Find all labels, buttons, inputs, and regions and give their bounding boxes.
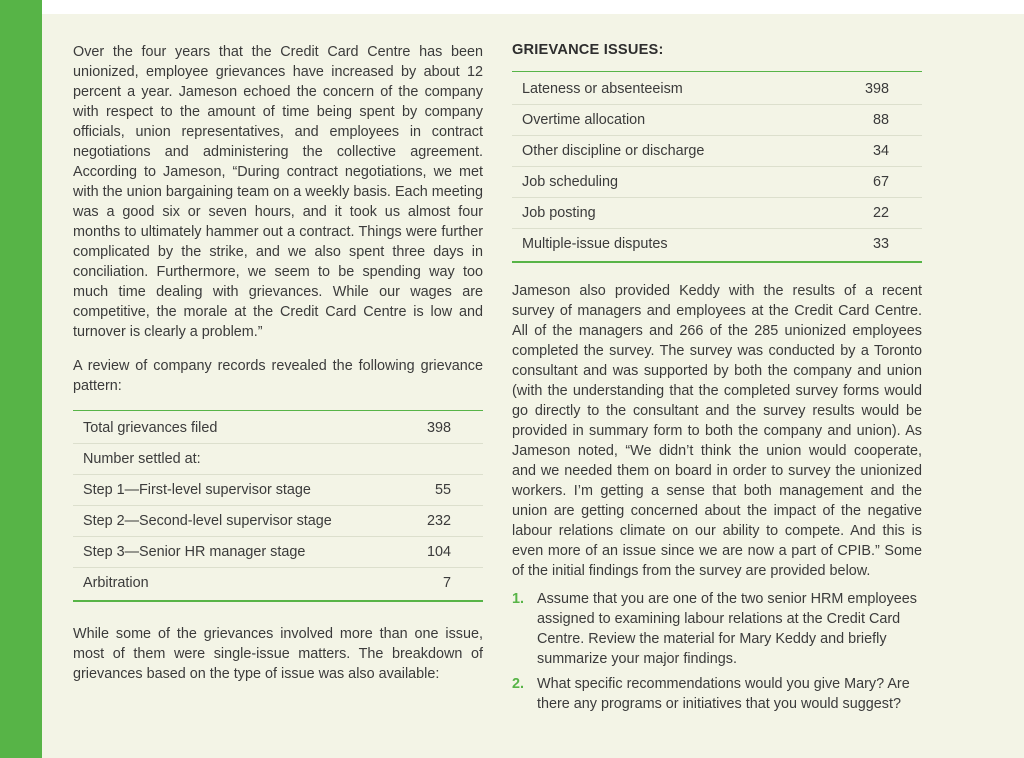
row-value: 398	[381, 413, 483, 444]
table-row	[512, 136, 922, 167]
grievance-issues-heading: GRIEVANCE ISSUES:	[512, 42, 664, 58]
question-number: 2.	[512, 676, 525, 692]
row-value	[381, 444, 483, 475]
review-paragraph: A review of company records revealed the following grievance pattern:	[73, 358, 483, 394]
row-value: 232	[381, 506, 483, 537]
table-row	[73, 475, 483, 506]
row-label: Job scheduling	[512, 167, 819, 198]
table-row	[73, 568, 483, 599]
right-column	[512, 42, 922, 719]
row-label: Multiple-issue disputes	[522, 236, 668, 252]
row-value: 34	[819, 136, 922, 167]
row-label: Total grievances filed	[73, 413, 381, 444]
document-page	[42, 14, 1024, 758]
row-label: Job posting	[512, 198, 819, 229]
table-row	[512, 198, 922, 229]
row-label: Other discipline or discharge	[512, 136, 819, 167]
row-value: 398	[819, 74, 922, 105]
row-label: Step 2—Second-level supervisor stage	[73, 506, 381, 537]
row-label: Lateness or absenteeism	[512, 74, 819, 105]
table-row	[73, 413, 483, 444]
breakdown-paragraph: While some of the grievances involved more than one issue, most of them were single-issue matters. The breakdown of grievances based on the type of issue was also available:	[73, 626, 483, 682]
grievance-pattern-table	[73, 410, 483, 602]
table-row	[73, 506, 483, 537]
survey-paragraph: Jameson also provided Keddy with the results of a recent survey of managers and employees at the Credit Card Centre. All of the managers and 266 of the 285 unionized employees completed the survey. The survey was conducted by a Toronto consultant and was supported by both the company and union (with the understanding that the completed survey forms would go directly to the consultant and the survey results would be provided in summary form to both the company and union). As Jameson noted, “We didn’t think the union would cooperate, and we needed them on board in order to survey the unionized workers. I’m getting a sense that both management and the union are getting concerned about the impact of the negative labour relations climate on our ability to compete. And this is even more of an issue since we are now a part of CPIB.” Some of the initial findings from the survey are provided below.	[512, 283, 922, 579]
row-value: 33	[872, 236, 889, 252]
row-value: 7	[442, 575, 451, 591]
grievance-issues-table	[512, 71, 922, 263]
question-text: What specific recommendations would you give Mary? Are there any programs or initiatives that you would suggest?	[537, 676, 910, 712]
row-label: Number settled at:	[73, 444, 381, 475]
row-label: Overtime allocation	[512, 105, 819, 136]
list-item	[512, 674, 922, 714]
table-row	[512, 74, 922, 105]
table-row	[73, 537, 483, 568]
table-row	[512, 167, 922, 198]
list-item	[512, 589, 922, 669]
intro-paragraph: Over the four years that the Credit Card Centre has been unionized, employee grievances have increased by about 12 percent a year. Jameson echoed the concern of the company with respect to the amount of time being spent by company officials, union representatives, and employees in contract negotiations and administering the collective agreement. According to Jameson, “During contract negotiations, we met with the union bargaining team on a weekly basis. Each meeting was a good six or seven hours, and it took us almost four months to ultimately hammer out a contract. Things were further complicated by the strike, and we also spent three days in conciliation. Furthermore, we seem to be spending way too much time dealing with grievances. While our wages are competitive, the morale at the Credit Card Centre is low and turnover is clearly a problem.”	[73, 44, 483, 340]
table-row	[512, 105, 922, 136]
row-value: 55	[381, 475, 483, 506]
row-label: Step 1—First-level supervisor stage	[73, 475, 381, 506]
row-value: 88	[819, 105, 922, 136]
row-label: Step 3—Senior HR manager stage	[73, 537, 381, 568]
row-label: Arbitration	[83, 575, 149, 591]
question-list	[512, 589, 922, 714]
row-value: 22	[819, 198, 922, 229]
row-value: 104	[381, 537, 483, 568]
question-text: Assume that you are one of the two senior HRM employees assigned to examining labour relations at the Credit Card Centre. Review the material for Mary Keddy and briefly summarize your major findings.	[537, 591, 917, 667]
question-number: 1.	[512, 591, 525, 607]
table-row	[512, 229, 922, 260]
page-edge-accent-bar	[0, 0, 42, 758]
left-column	[73, 42, 483, 684]
table-row	[73, 444, 483, 475]
row-value: 67	[819, 167, 922, 198]
